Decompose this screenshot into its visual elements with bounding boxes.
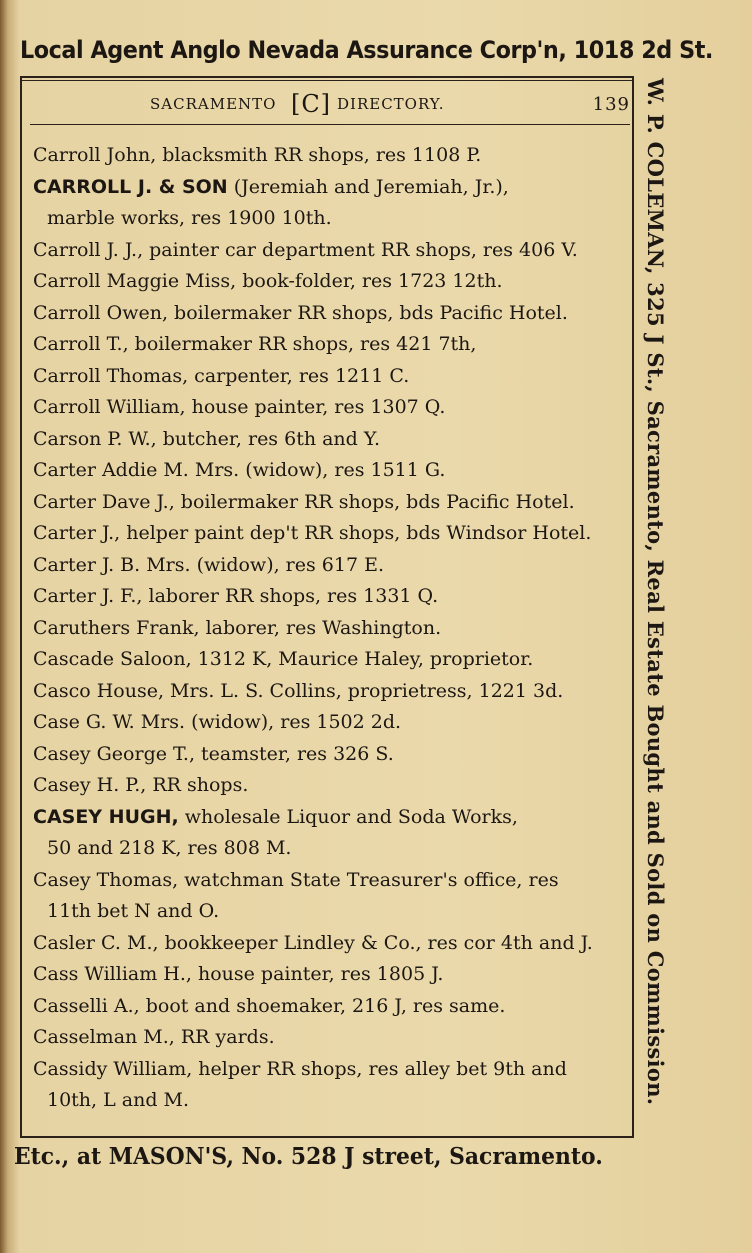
entry-continuation-text: marble works, res 1900 10th.	[47, 207, 332, 229]
directory-entry	[33, 739, 618, 771]
entry-text: Carson P. W., butcher, res 6th and Y.	[33, 427, 381, 450]
entry-text: Carroll Owen, boilermaker RR shops, bds Pacific Hotel.	[33, 301, 568, 324]
entry-text: Carroll J. J., painter car department RR shops, res 406 V.	[33, 238, 578, 261]
entry-text: Casey H. P., RR shops.	[33, 774, 249, 796]
header-rule	[30, 124, 630, 125]
directory-entry	[33, 140, 618, 172]
directory-entry-continuation	[33, 1085, 618, 1117]
entry-text: Carroll Thomas, carpenter, res 1211 C.	[33, 364, 410, 387]
entry-text: Carter Dave J., boilermaker RR shops, bds Pacific Hotel.	[33, 490, 575, 513]
entry-bold-name: CASEY HUGH,	[33, 805, 179, 828]
header-letter: [C]	[290, 90, 332, 118]
directory-entry	[33, 235, 618, 267]
directory-entry	[33, 487, 618, 519]
directory-entry	[33, 455, 618, 487]
directory-entry	[33, 676, 618, 708]
entry-text: Casselli A., boot and shoemaker, 216 J, res same.	[33, 994, 506, 1017]
directory-entry	[33, 613, 618, 645]
entry-text: Carter J., helper paint dep't RR shops, bds Windsor Hotel.	[33, 522, 592, 544]
directory-entry-continuation	[33, 833, 618, 865]
entry-text: Casselman M., RR yards.	[33, 1026, 275, 1048]
entry-text: Carter J. B. Mrs. (widow), res 617 E.	[33, 553, 385, 576]
entry-text: Carroll William, house painter, res 1307 Q.	[33, 396, 446, 418]
header-directory: DIRECTORY.	[337, 95, 445, 113]
page-number: 139	[592, 93, 630, 115]
entry-continuation-text: 11th bet N and O.	[47, 900, 220, 922]
entry-continuation-text: 10th, L and M.	[47, 1089, 190, 1111]
entry-text: Caruthers Frank, laborer, res Washington.	[33, 616, 442, 639]
directory-entry	[33, 266, 618, 298]
directory-entry	[33, 707, 618, 739]
directory-entry	[33, 392, 618, 424]
directory-listing	[33, 140, 618, 1117]
directory-entry	[33, 298, 618, 330]
entry-text: Carroll John, blacksmith RR shops, res 1108 P.	[33, 144, 482, 166]
directory-entry	[33, 1022, 618, 1054]
entry-text: Cassidy William, helper RR shops, res alley bet 9th and	[33, 1057, 567, 1080]
directory-entry-continuation	[33, 896, 618, 928]
directory-entry	[33, 959, 618, 991]
directory-entry	[33, 991, 618, 1023]
entry-bold-name: CARROLL J. & SON	[33, 175, 228, 198]
directory-entry	[33, 770, 618, 802]
left-border	[20, 76, 22, 1138]
entry-text: wholesale Liquor and Soda Works,	[178, 805, 518, 828]
top-rule	[22, 76, 634, 78]
entry-text: Casey Thomas, watchman State Treasurer's office, res	[33, 868, 559, 891]
entry-text: Cascade Saloon, 1312 K, Maurice Haley, proprietor.	[33, 648, 534, 670]
entry-continuation-text: 50 and 218 K, res 808 M.	[47, 837, 292, 859]
entry-text: Casey George T., teamster, res 326 S.	[33, 742, 394, 765]
directory-entry	[33, 550, 618, 582]
directory-entry	[33, 518, 618, 550]
top-rule-thin	[22, 80, 634, 81]
entry-text: Casler C. M., bookkeeper Lindley & Co., res cor 4th and J.	[33, 931, 593, 954]
entry-text: Cass William H., house painter, res 1805 J.	[33, 963, 444, 985]
directory-entry	[33, 644, 618, 676]
directory-entry	[33, 172, 618, 204]
directory-entry	[33, 802, 618, 834]
directory-entry	[33, 424, 618, 456]
running-header	[150, 88, 630, 120]
bottom-rule	[20, 1136, 634, 1138]
bottom-advertisement: Etc., at MASON'S, No. 528 J street, Sacramento.	[14, 1143, 603, 1170]
directory-entry	[33, 1054, 618, 1086]
right-border	[632, 76, 634, 1138]
entry-text: Carter Addie M. Mrs. (widow), res 1511 G.	[33, 459, 446, 481]
directory-entry	[33, 329, 618, 361]
side-advertisement: W. P. COLEMAN, 325 J St., Sacramento, Real Estate Bought and Sold on Commission.	[643, 78, 668, 1106]
entry-text: Case G. W. Mrs. (widow), res 1502 2d.	[33, 711, 402, 733]
top-advertisement: Local Agent Anglo Nevada Assurance Corp'n, 1018 2d St.	[20, 36, 713, 64]
header-city: SACRAMENTO	[150, 95, 277, 113]
directory-entry	[33, 581, 618, 613]
entry-text: Carter J. F., laborer RR shops, res 1331 Q.	[33, 585, 439, 607]
directory-entry	[33, 361, 618, 393]
entry-text: Casco House, Mrs. L. S. Collins, proprietress, 1221 3d.	[33, 679, 564, 702]
entry-text: Carroll T., boilermaker RR shops, res 421 7th,	[33, 333, 477, 355]
entry-text: (Jeremiah and Jeremiah, Jr.),	[227, 175, 509, 198]
directory-entry-continuation	[33, 203, 618, 235]
directory-entry	[33, 928, 618, 960]
directory-entry	[33, 865, 618, 897]
entry-text: Carroll Maggie Miss, book-folder, res 1723 12th.	[33, 270, 503, 292]
